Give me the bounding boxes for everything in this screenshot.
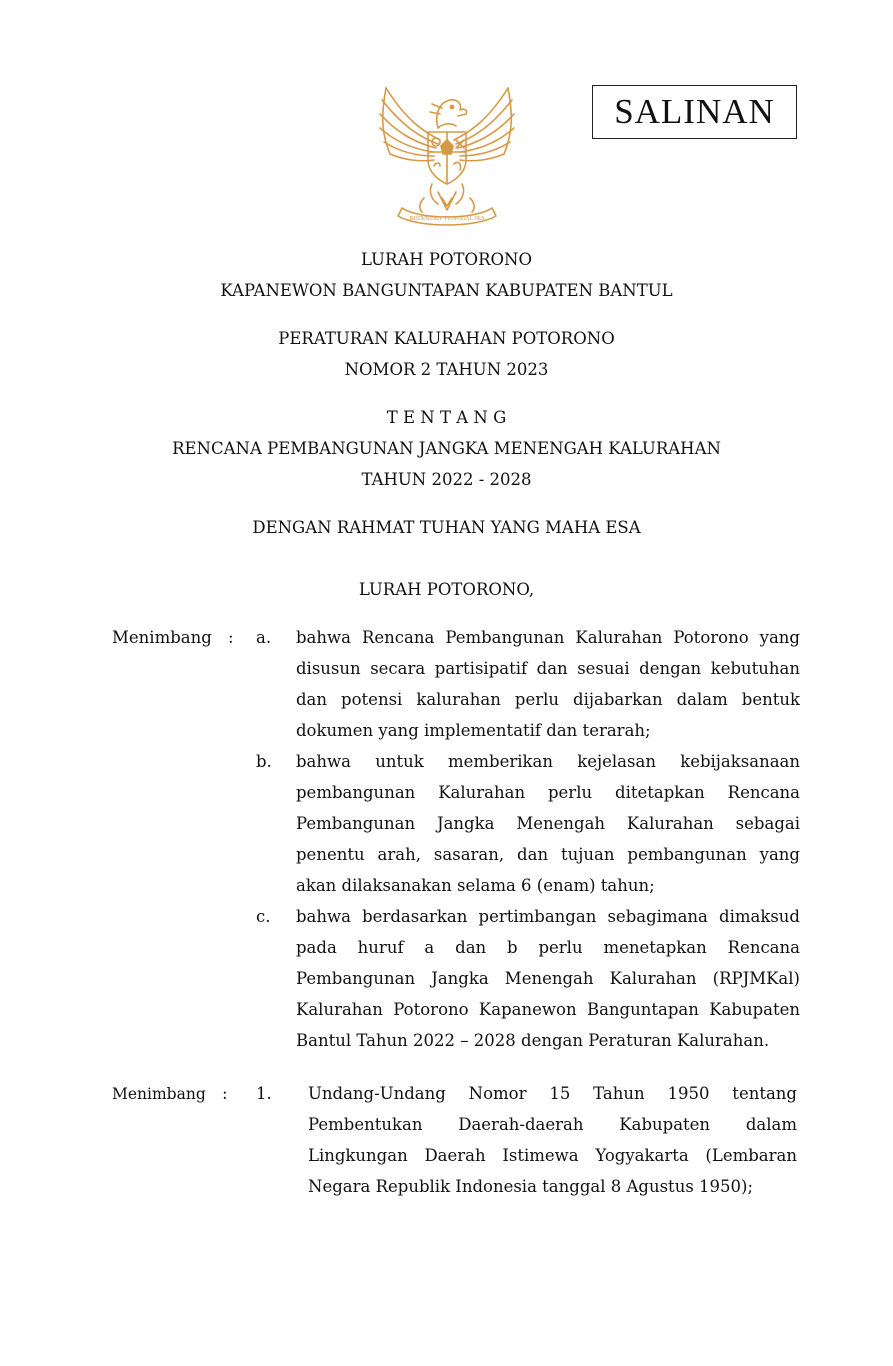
item-marker-c: c. — [256, 907, 271, 926]
item-a-line: bahwa Rencana Pembangunan Kalurahan Potorono yang — [296, 628, 800, 647]
header-title: LURAH POTORONO — [360, 250, 532, 269]
law-1-line: Undang-Undang Nomor 15 Tahun 1950 tentang — [308, 1084, 797, 1103]
item-a-line: disusun secara partisipatif dan sesuai dengan kebutuhan — [296, 659, 800, 678]
item-c-line: Bantul Tahun 2022 – 2028 dengan Peraturan Kalurahan. — [296, 1031, 770, 1050]
item-a-line: dokumen yang implementatif dan terarah; — [296, 721, 651, 740]
subject-line-1: RENCANA PEMBANGUNAN JANGKA MENENGAH KALURAHAN — [172, 439, 721, 458]
law-1-line: Negara Republik Indonesia tanggal 8 Agustus 1950); — [308, 1177, 754, 1196]
salinan-stamp — [592, 85, 797, 139]
subject-line-2: TAHUN 2022 - 2028 — [361, 470, 532, 489]
tentang-heading: T E N T A N G — [386, 408, 507, 427]
section-label-menimbang: Menimbang — [112, 628, 212, 647]
item-marker-b: b. — [256, 752, 272, 771]
section-separator: : — [222, 1084, 228, 1103]
item-b-line: bahwa untuk memberikan kejelasan kebijaksanaan — [296, 752, 800, 771]
law-1-line: Lingkungan Daerah Istimewa Yogyakarta (Lembaran — [308, 1146, 797, 1165]
item-c-line: Kalurahan Potorono Kapanewon Banguntapan Kabupaten — [296, 1000, 800, 1019]
blessing-line: DENGAN RAHMAT TUHAN YANG MAHA ESA — [252, 518, 641, 537]
law-1-line: Pembentukan Daerah-daerah Kabupaten dalam — [308, 1115, 797, 1134]
item-b-line: akan dilaksanakan selama 6 (enam) tahun; — [296, 876, 655, 895]
issuer-line: LURAH POTORONO, — [358, 580, 535, 599]
item-b-line: penentu arah, sasaran, dan tujuan pembangunan yang — [296, 845, 800, 864]
item-c-line: pada huruf a dan b perlu menetapkan Rencana — [296, 938, 800, 957]
salinan-label: SALINAN — [614, 92, 775, 131]
regulation-number: NOMOR 2 TAHUN 2023 — [344, 360, 549, 379]
item-b-line: Pembangunan Jangka Menengah Kalurahan sebagai — [296, 814, 800, 833]
header-subtitle: KAPANEWON BANGUNTAPAN KABUPATEN BANTUL — [220, 281, 673, 300]
item-b-line: pembangunan Kalurahan perlu ditetapkan Rencana — [296, 783, 800, 802]
emblem-motto: BHINNEKA TUNGGAL IKA — [409, 216, 485, 222]
item-marker-a: a. — [256, 628, 272, 647]
law-marker-1: 1. — [256, 1084, 272, 1103]
item-c-line: Pembangunan Jangka Menengah Kalurahan (RPJMKal) — [296, 969, 800, 988]
item-a-line: dan potensi kalurahan perlu dijabarkan dalam bentuk — [296, 690, 800, 709]
regulation-type: PERATURAN KALURAHAN POTORONO — [278, 329, 615, 348]
section-label-legal-basis: Menimbang — [112, 1085, 206, 1103]
item-c-line: bahwa berdasarkan pertimbangan sebagimana dimaksud — [296, 907, 800, 926]
garuda-pancasila-emblem — [372, 80, 522, 230]
section-separator: : — [228, 628, 234, 647]
